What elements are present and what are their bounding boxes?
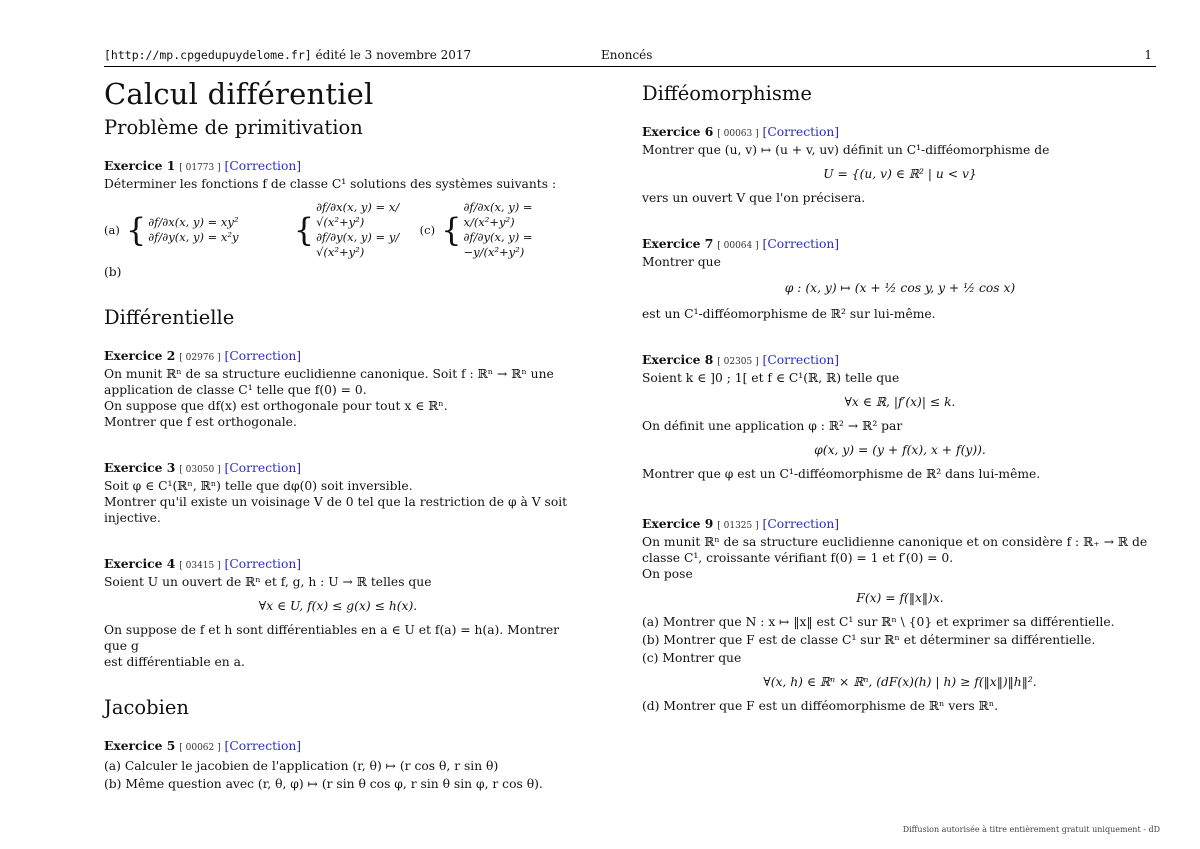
display-formula: ∀x ∈ U, f(x) ≤ g(x) ≤ h(x). xyxy=(258,599,418,613)
correction-link[interactable]: [Correction] xyxy=(224,557,302,571)
text-line: On suppose que df(x) est orthogonale pour tout x ∈ ℝⁿ. xyxy=(104,399,448,413)
page-number: 1 xyxy=(1144,48,1152,62)
system-b-eq1: ∂f/∂x(x, y) = x/√(x²+y²) xyxy=(316,200,400,229)
correction-link[interactable]: [Correction] xyxy=(762,353,840,367)
exercise-8 xyxy=(642,352,1158,482)
text-line: Montrer que xyxy=(642,255,721,269)
brace: { xyxy=(125,211,147,249)
page-footer: Diffusion autorisée à titre entièrement gratuit uniquement - dD xyxy=(902,825,1160,834)
item-b-label: (b) xyxy=(104,265,122,279)
exercise-5 xyxy=(104,738,572,792)
text-line: injective. xyxy=(104,511,161,525)
text-line: Montrer que φ est un C¹-difféomorphisme de ℝ² dans lui-même. xyxy=(642,467,1041,481)
exercise-id: [ 00063 ] xyxy=(717,129,759,139)
exercise-id: [ 01325 ] xyxy=(717,521,759,531)
display-formula: ∀x ∈ ℝ, |f′(x)| ≤ k. xyxy=(844,395,956,409)
exercise-label: Exercice 9 xyxy=(642,516,714,531)
exercise-4 xyxy=(104,556,572,670)
item-a: (a) Montrer que N : x ↦ ‖x‖ est C¹ sur ℝⁿ \ {0} et exprimer sa différentielle. xyxy=(642,615,1115,629)
item-b: (b) Même question avec (r, θ, φ) ↦ (r sin θ cos φ, r sin θ sin φ, r cos θ). xyxy=(104,777,543,791)
text-line: On munit ℝⁿ de sa structure euclidienne canonique. Soit f : ℝⁿ → ℝⁿ une xyxy=(104,367,554,381)
text-line: Soient U un ouvert de ℝⁿ et f, g, h : U → ℝ telles que xyxy=(104,575,432,589)
header-center: Enoncés xyxy=(601,48,653,62)
item-a-label: (a) xyxy=(104,223,120,237)
system-b-eq2: ∂f/∂y(x, y) = y/√(x²+y²) xyxy=(316,230,400,259)
text-line: Montrer que (u, v) ↦ (u + v, uv) définit un C¹-difféomorphisme de xyxy=(642,143,1050,157)
text-line: classe C¹, croissante vérifiant f(0) = 1 et f′(0) = 0. xyxy=(642,551,954,565)
exercise-label: Exercice 4 xyxy=(104,556,176,571)
system-a xyxy=(125,211,294,249)
correction-link[interactable]: [Correction] xyxy=(224,739,302,753)
exercise-id: [ 00062 ] xyxy=(179,743,221,753)
exercise-label: Exercice 8 xyxy=(642,352,714,367)
text-line: On munit ℝⁿ de sa structure euclidienne canonique et on considère f : ℝ₊ → ℝ de xyxy=(642,535,1148,549)
header-left xyxy=(104,48,471,62)
brace: { xyxy=(441,211,462,249)
header-url[interactable]: [http://mp.cpgedupuydelome.fr] xyxy=(104,48,312,62)
system-c xyxy=(441,200,572,260)
exercise-label: Exercice 7 xyxy=(642,236,714,251)
text-line: est un C¹-difféomorphisme de ℝ² sur lui-même. xyxy=(642,307,936,321)
item-d: (d) Montrer que F est un difféomorphisme de ℝⁿ vers ℝⁿ. xyxy=(642,699,999,713)
header-edited: édité le 3 novembre 2017 xyxy=(311,48,472,62)
text-line: vers un ouvert V que l'on précisera. xyxy=(642,191,866,205)
text-line: Soient k ∈ ]0 ; 1[ et f ∈ C¹(ℝ, ℝ) telle que xyxy=(642,371,900,385)
exercise-2 xyxy=(104,348,572,430)
systems-row xyxy=(104,200,572,260)
exercise-6 xyxy=(642,124,1158,206)
item-c: (c) Montrer que xyxy=(642,651,742,665)
correction-link[interactable]: [Correction] xyxy=(224,461,302,475)
exercise-label: Exercice 6 xyxy=(642,124,714,139)
section-primitivation: Problème de primitivation xyxy=(104,116,363,139)
section-jacobien: Jacobien xyxy=(104,696,189,719)
system-c-eq1: ∂f/∂x(x, y) = x/(x²+y²) xyxy=(463,200,533,229)
text-line: Soit φ ∈ C¹(ℝⁿ, ℝⁿ) telle que dφ(0) soit inversible. xyxy=(104,479,413,493)
exercise-3 xyxy=(104,460,572,526)
text-line: On définit une application φ : ℝ² → ℝ² par xyxy=(642,419,903,433)
correction-link[interactable]: [Correction] xyxy=(762,237,840,251)
text-line: Montrer que f est orthogonale. xyxy=(104,415,297,429)
correction-link[interactable]: [Correction] xyxy=(224,159,302,173)
correction-link[interactable]: [Correction] xyxy=(224,349,302,363)
system-a-eq1: ∂f/∂x(x, y) = xy² xyxy=(148,215,239,229)
text-line: Montrer qu'il existe un voisinage V de 0 tel que la restriction de φ à V soit xyxy=(104,495,568,509)
text-line: application de classe C¹ telle que f(0) = 0. xyxy=(104,383,367,397)
exercise-id: [ 00064 ] xyxy=(717,241,759,251)
left-column xyxy=(104,76,572,822)
exercise-7 xyxy=(642,236,1158,322)
exercise-id: [ 02305 ] xyxy=(717,357,759,367)
exercise-id: [ 03050 ] xyxy=(179,465,221,475)
system-b xyxy=(294,200,420,260)
exercise-id: [ 01773 ] xyxy=(179,163,221,173)
display-formula: U = {(u, v) ∈ ℝ² | u < v} xyxy=(823,167,977,181)
item-c-label: (c) xyxy=(419,223,436,237)
item-a: (a) Calculer le jacobien de l'application (r, θ) ↦ (r cos θ, r sin θ) xyxy=(104,759,499,773)
display-formula: φ : (x, y) ↦ (x + ½ cos y, y + ½ cos x) xyxy=(784,281,1016,295)
exercise-label: Exercice 2 xyxy=(104,348,176,363)
section-differentielle: Différentielle xyxy=(104,306,235,329)
exercise-id: [ 03415 ] xyxy=(179,561,221,571)
text-line: On suppose de f et h sont différentiables en a ∈ U et f(a) = h(a). Montrer que g xyxy=(104,623,560,653)
item-b: (b) Montrer que F est de classe C¹ sur ℝⁿ et déterminer sa différentielle. xyxy=(642,633,1096,647)
exercise-9 xyxy=(642,516,1158,714)
display-formula: F(x) = f(‖x‖)x. xyxy=(856,591,944,605)
correction-link[interactable]: [Correction] xyxy=(762,517,840,531)
section-diffeomorphisme: Difféomorphisme xyxy=(642,82,812,105)
page-header xyxy=(104,48,1156,67)
brace: { xyxy=(293,211,315,249)
display-formula: ∀(x, h) ∈ ℝⁿ × ℝⁿ, (dF(x)(h) | h) ≥ f(‖x‖)‖h‖². xyxy=(763,675,1037,689)
exercise-label: Exercice 1 xyxy=(104,158,176,173)
text-line: est différentiable en a. xyxy=(104,655,245,669)
exercise-text: Déterminer les fonctions f de classe C¹ solutions des systèmes suivants : xyxy=(104,177,557,191)
text-line: On pose xyxy=(642,567,693,581)
right-column xyxy=(642,76,1158,744)
page-title: Calcul différentiel xyxy=(104,77,374,111)
exercise-id: [ 02976 ] xyxy=(179,353,221,363)
exercise-label: Exercice 3 xyxy=(104,460,176,475)
exercise-1 xyxy=(104,158,572,280)
system-a-eq2: ∂f/∂y(x, y) = x²y xyxy=(148,230,239,244)
exercise-label: Exercice 5 xyxy=(104,738,176,753)
system-c-eq2: ∂f/∂y(x, y) = −y/(x²+y²) xyxy=(463,230,533,259)
correction-link[interactable]: [Correction] xyxy=(762,125,840,139)
display-formula: φ(x, y) = (y + f(x), x + f(y)). xyxy=(814,443,986,457)
